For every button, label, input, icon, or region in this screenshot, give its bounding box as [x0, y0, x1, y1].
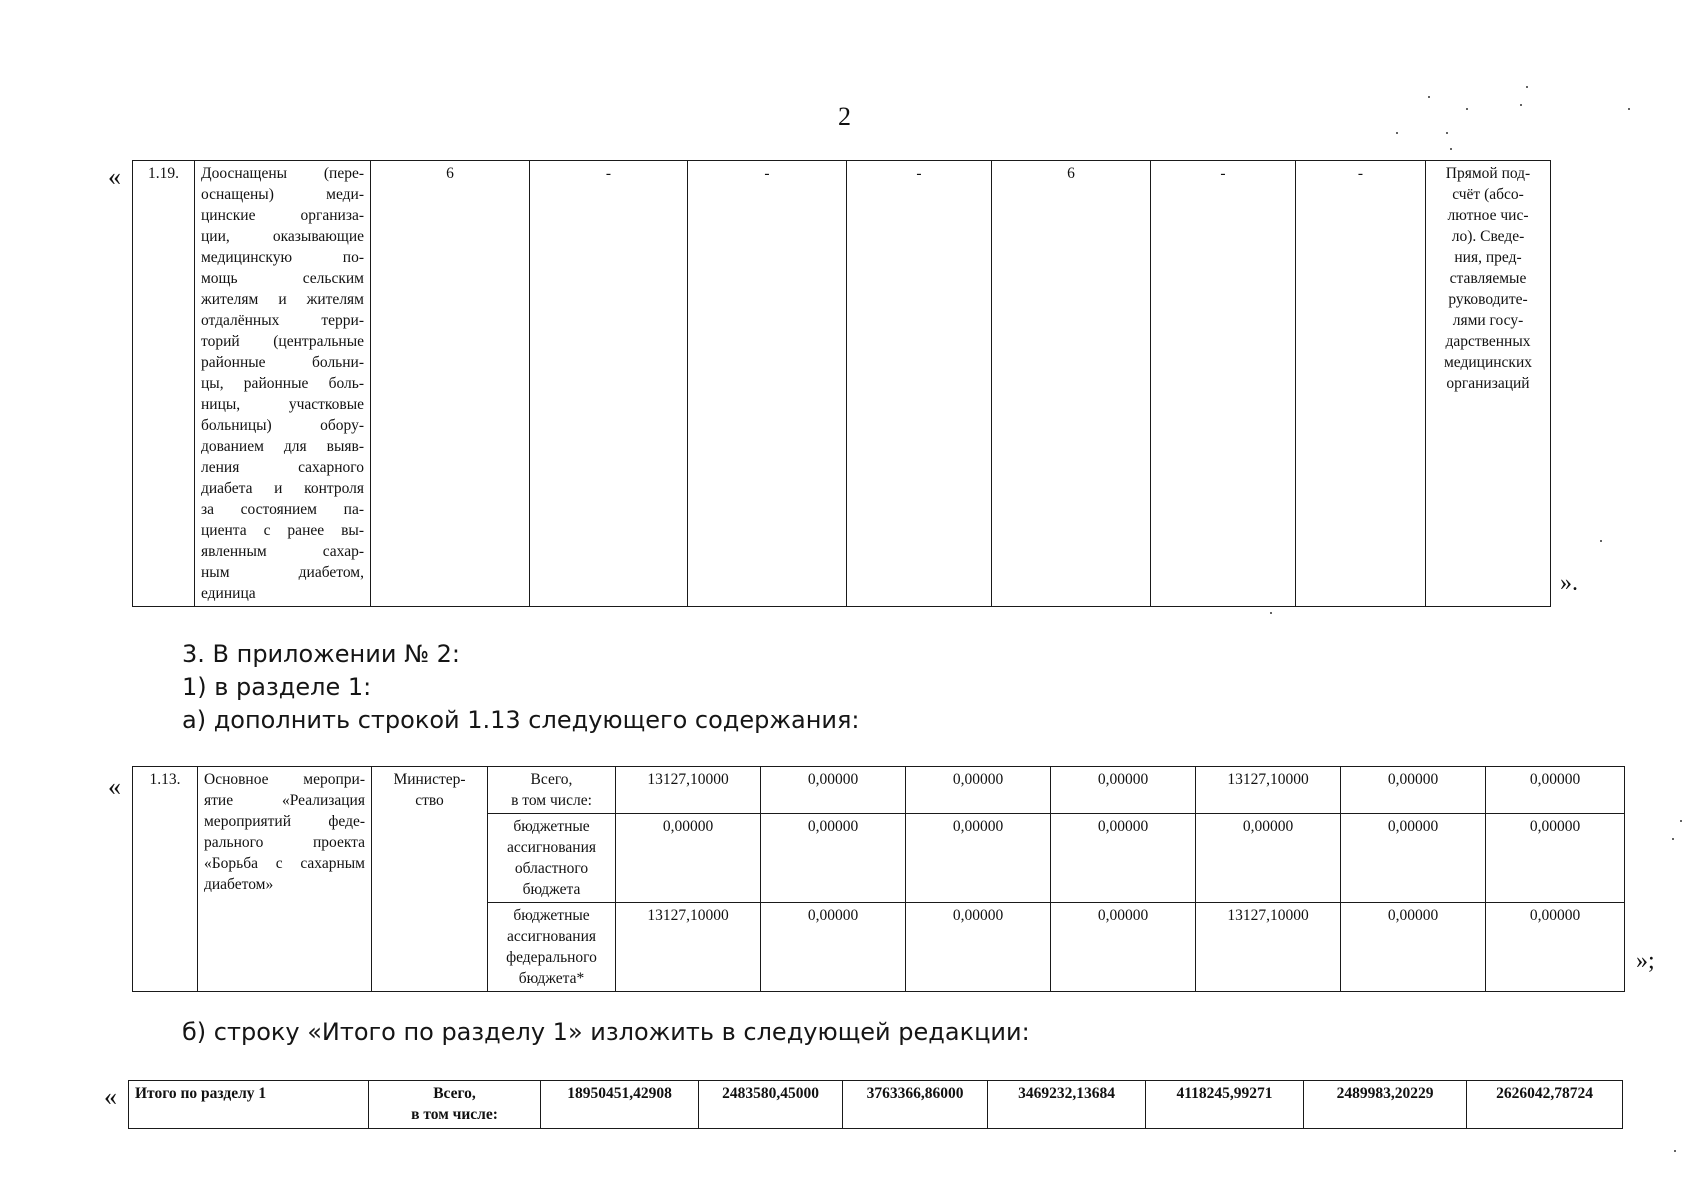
quote-open-1: «: [108, 162, 121, 191]
value-cell: -: [847, 161, 992, 607]
total-sublabel: Всего, в том числе:: [369, 1081, 541, 1129]
amount-cell: 0,00000: [761, 767, 906, 814]
amount-cell: 0,00000: [1196, 814, 1341, 903]
total-amount-cell: 2483580,45000: [699, 1081, 843, 1129]
page-number: 2: [838, 102, 851, 131]
value-cell: -: [1151, 161, 1296, 607]
amount-cell: 0,00000: [1051, 814, 1196, 903]
indicator-name: Дооснащены (пере- оснащены) меди- цинские организа- ции, оказывающие медицинскую по- мощь сельским жителям и жителям отдалённых терри- торий (центральные районные больни- цы, районные боль- ницы, участковые больницы) обору- дованием для выяв- ления сахарного диабета и контроля за состоянием па- циента с ранее вы- явленным сахар- ным диабетом, единица: [195, 161, 371, 607]
scan-speck: [1628, 108, 1630, 110]
amount-cell: 0,00000: [1486, 814, 1625, 903]
value-cell: 6: [371, 161, 530, 607]
amount-cell: 0,00000: [761, 814, 906, 903]
amount-cell: 0,00000: [1341, 814, 1486, 903]
total-amount-cell: 2626042,78724: [1467, 1081, 1623, 1129]
calculation-method: Прямой под- счёт (абсо- лютное чис- ло). Сведе- ния, пред- ставляемые руководите- лями госу- дарственных медицинских организаций: [1426, 161, 1551, 607]
amount-cell: 0,00000: [906, 814, 1051, 903]
amount-cell: 0,00000: [1051, 767, 1196, 814]
amount-cell: 0,00000: [1486, 767, 1625, 814]
scan-speck: [1680, 820, 1682, 822]
value-cell: -: [688, 161, 847, 607]
funding-source-label: бюджетные ассигнования федерального бюджета*: [488, 903, 616, 992]
paragraph-add-row: а) дополнить строкой 1.13 следующего содержания:: [182, 706, 860, 734]
value-cell: 6: [992, 161, 1151, 607]
value-cell: -: [1296, 161, 1426, 607]
table-row-1-13: [132, 766, 1625, 992]
scan-speck: [1526, 86, 1528, 88]
scan-speck: [1674, 1150, 1676, 1152]
total-amount-cell: 3469232,13684: [988, 1081, 1146, 1129]
funding-source-label: Всего, в том числе:: [488, 767, 616, 814]
quote-close-2: »;: [1636, 948, 1655, 974]
amount-cell: 0,00000: [1486, 903, 1625, 992]
scan-speck: [1672, 838, 1674, 840]
total-amount-cell: 18950451,42908: [541, 1081, 699, 1129]
row-number: 1.19.: [133, 161, 195, 607]
amount-cell: 13127,10000: [1196, 767, 1341, 814]
quote-open-2: «: [108, 772, 121, 801]
funding-source-label: бюджетные ассигнования областного бюджета: [488, 814, 616, 903]
scan-speck: [1396, 132, 1398, 134]
value-cell: -: [530, 161, 688, 607]
responsible-executor: Министер- ство: [372, 767, 488, 992]
quote-open-3: «: [104, 1082, 117, 1111]
amount-cell: 13127,10000: [616, 767, 761, 814]
paragraph-total-row: б) строку «Итого по разделу 1» изложить в следующей редакции:: [182, 1018, 1030, 1046]
total-amount-cell: 2489983,20229: [1304, 1081, 1467, 1129]
paragraph-section: 1) в разделе 1:: [182, 673, 372, 701]
amount-cell: 0,00000: [1341, 903, 1486, 992]
amount-cell: 0,00000: [906, 903, 1051, 992]
row-number: 1.13.: [133, 767, 198, 992]
amount-cell: 0,00000: [616, 814, 761, 903]
amount-cell: 13127,10000: [1196, 903, 1341, 992]
table-total-row: [128, 1080, 1623, 1129]
table-row-1-19: [132, 160, 1551, 607]
scan-speck: [1446, 132, 1448, 134]
scan-speck: [1270, 612, 1272, 614]
amount-cell: 0,00000: [761, 903, 906, 992]
event-name: Основное меропри- ятие «Реализация мероприятий феде- рального проекта «Борьба с сахарным диабетом»: [198, 767, 372, 992]
paragraph-appendix: 3. В приложении № 2:: [182, 640, 461, 668]
amount-cell: 0,00000: [1341, 767, 1486, 814]
amount-cell: 0,00000: [1051, 903, 1196, 992]
scan-speck: [1600, 540, 1602, 542]
total-amount-cell: 4118245,99271: [1146, 1081, 1304, 1129]
total-label: Итого по разделу 1: [129, 1081, 369, 1129]
amount-cell: 0,00000: [906, 767, 1051, 814]
quote-close-1: ».: [1560, 570, 1578, 596]
scan-speck: [1450, 148, 1452, 150]
scan-speck: [1466, 108, 1468, 110]
total-amount-cell: 3763366,86000: [843, 1081, 988, 1129]
scan-speck: [1520, 104, 1522, 106]
scan-speck: [1428, 96, 1430, 98]
amount-cell: 13127,10000: [616, 903, 761, 992]
